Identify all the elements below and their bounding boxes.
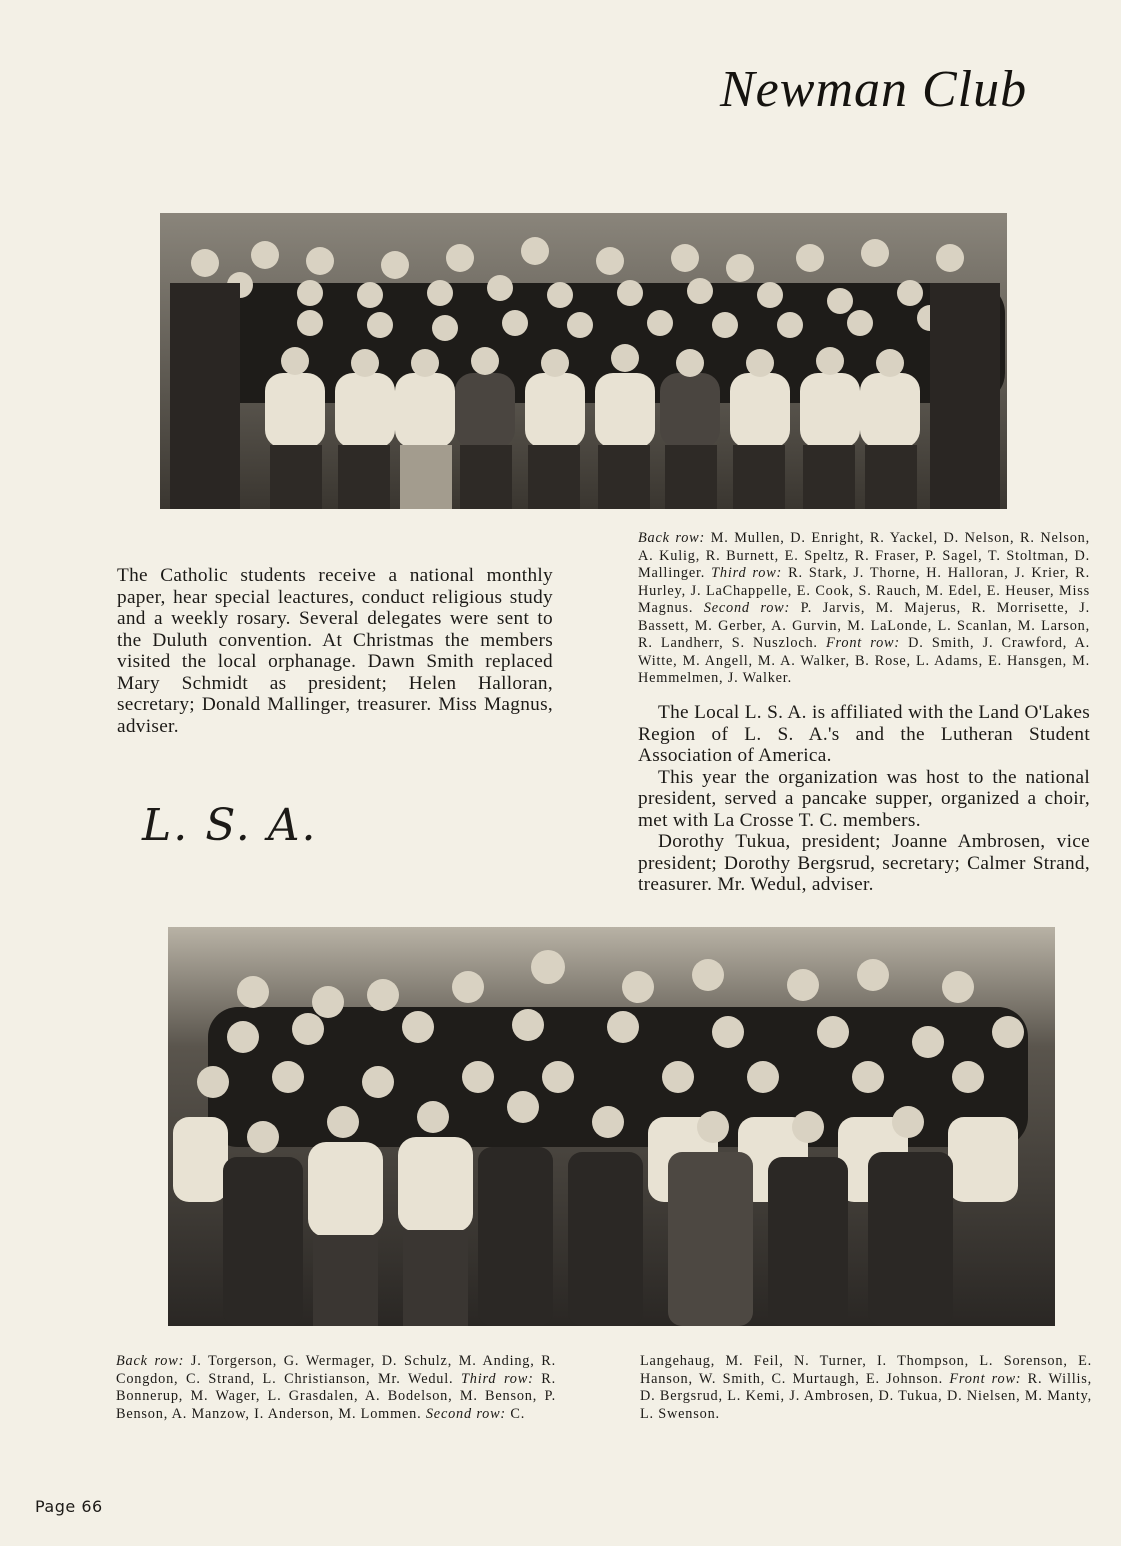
caption-names: D. Smith, J. Crawford, A. Witte, M. Angell, M. A. Walker, B. Rose, L. Adams, E. Hansgen, M. Hemmelmen, J. Walker. — [638, 635, 1090, 686]
lsa-group-photo — [168, 927, 1055, 1326]
newman-photo-illustration — [160, 213, 1007, 509]
caption-names: J. Torgerson, G. Wermager, D. Schulz, M. Anding, R. Congdon, C. Strand, L. Christianson, Mr. Wedul. — [116, 1353, 557, 1387]
caption-row-label: Second row: — [425, 1405, 506, 1422]
lsa-paragraph: Dorothy Tukua, president; Joanne Ambrosen, vice president; Dorothy Bergsrud, secretary; Calmer Strand, treasurer. Mr. Wedul, adviser. — [638, 831, 1090, 895]
caption-row-label: Second row: — [703, 600, 791, 616]
newman-club-title: Newman Club — [720, 61, 1028, 118]
caption-row-label: Third row: — [711, 565, 783, 581]
newman-club-caption — [638, 530, 1090, 688]
lsa-photo-illustration — [168, 927, 1055, 1326]
lsa-paragraph: This year the organization was host to the national president, served a pancake supper, organized a choir, met with La Crosse T. C. members. — [638, 766, 1090, 831]
newman-club-group-photo — [160, 213, 1007, 509]
lsa-title: L. S. A. — [142, 800, 318, 851]
caption-row-label: Back row: — [638, 530, 706, 546]
page-number: Page 66 — [35, 1497, 103, 1516]
caption-row-label: Back row: — [116, 1353, 185, 1369]
lsa-paragraph: The Local L. S. A. is affiliated with the Land O'Lakes Region of L. S. A.'s and the Lutheran Student Association of America. — [638, 702, 1090, 766]
caption-names: R. Stark, J. Thorne, H. Halloran, J. Krier, R. Hurley, J. LaChappelle, E. Cook, S. Rauch, M. Edel, E. Heuser, Miss Magnus. — [638, 565, 1090, 616]
caption-names: M. Mullen, D. Enright, R. Yackel, D. Nelson, R. Nelson, A. Kulig, R. Burnett, E. Speltz, R. Fraser, P. Sagel, T. Stoltman, D. Mallinger. — [638, 530, 1090, 581]
caption-names: C. — [506, 1405, 526, 1422]
caption-names: Langehaug, M. Feil, N. Turner, I. Thompson, L. Sorenson, E. Hanson, W. Smith, C. Murtaugh, E. Johnson. — [640, 1353, 1092, 1387]
caption-names: R. Bonnerup, M. Wager, L. Grasdalen, A. Bodelson, M. Benson, P. Benson, A. Manzow, I. Anderson, M. Lommen. — [116, 1370, 556, 1422]
lsa-caption-right — [640, 1353, 1092, 1423]
caption-row-label: Third row: — [461, 1370, 534, 1387]
lsa-caption-left — [116, 1353, 556, 1423]
caption-row-label: Front row: — [949, 1370, 1022, 1387]
newman-club-description: The Catholic students receive a national monthly paper, hear special leactures, conduct religious study and a weekly rosary. Several delegates were sent to the Duluth convention. At Christmas the members visited the local orphanage. Dawn Smith replaced Mary Schmidt as president; Helen Halloran, secretary; Donald Mallinger, treasurer. Miss Magnus, adviser. — [117, 565, 553, 737]
caption-row-label: Front row: — [826, 635, 900, 651]
caption-names: P. Jarvis, M. Majerus, R. Morrisette, J. Bassett, M. Gerber, A. Gurvin, M. LaLonde, L. Scanlan, M. Larson, R. Landherr, S. Nuszloch. — [638, 600, 1090, 651]
lsa-description — [638, 702, 1090, 896]
caption-names: R. Willis, D. Bergsrud, L. Kemi, J. Ambrosen, D. Tukua, D. Nielsen, M. Manty, L. Swenson. — [640, 1370, 1092, 1422]
